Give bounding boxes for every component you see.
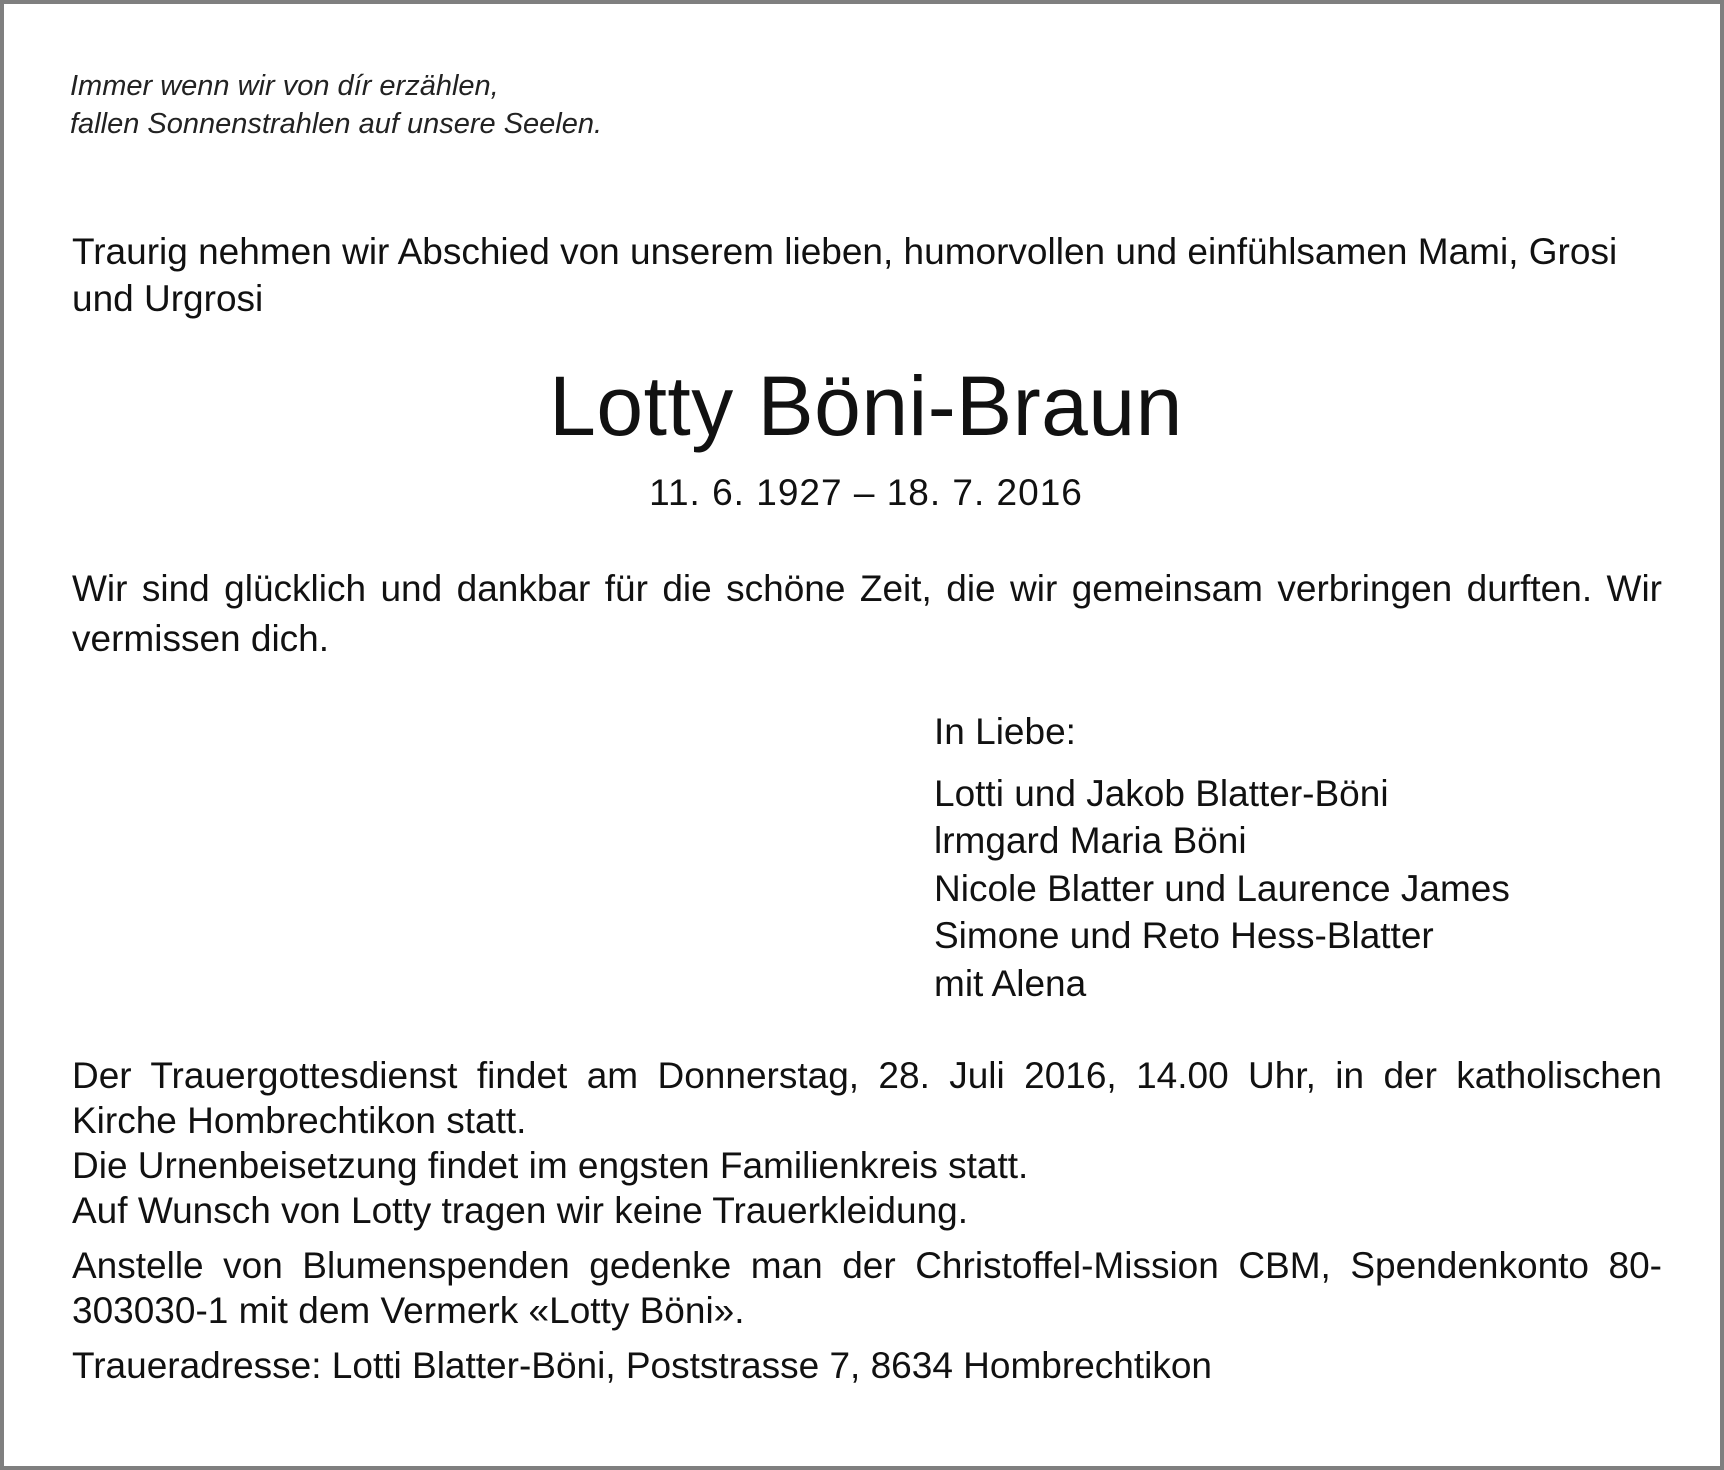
service-info <box>72 1053 1662 1388</box>
clothing-note: Auf Wunsch von Lotty tragen wir keine Trauerkleidung. <box>72 1190 969 1231</box>
deceased-name: Lotty Böni-Braun <box>549 359 1183 453</box>
signer-name: mit Alena <box>934 962 1087 1004</box>
signer-name: Lotti und Jakob Blatter-Böni <box>934 772 1389 814</box>
intro-text: Traurig nehmen wir Abschied von unserem lieben, humorvollen und einfühlsamen Mami, Grosi und Urgrosi <box>72 231 1618 319</box>
life-dates: 11. 6. 1927 – 18. 7. 2016 <box>649 472 1083 513</box>
service-details: Der Trauergottesdienst findet am Donnerstag, 28. Juli 2016, 14.00 Uhr, in der katholischen Kirche Hombrechtikon statt. <box>72 1055 1662 1141</box>
motto-line: fallen Sonnenstrahlen auf unsere Seelen. <box>70 108 603 140</box>
signer-name: Nicole Blatter und Laurence James <box>934 867 1510 909</box>
motto-quote <box>70 67 602 143</box>
thanks-text: Wir sind glücklich und dankbar für die schöne Zeit, die wir gemeinsam verbringen durften. Wir vermissen dich. <box>72 568 1662 659</box>
motto-line: Immer wenn wir von dír erzählen, <box>70 70 499 102</box>
signers-heading: In Liebe: <box>934 711 1076 752</box>
mourning-address: Traueradresse: Lotti Blatter-Böni, Poststrasse 7, 8634 Hombrechtikon <box>72 1345 1213 1386</box>
donation-note: Anstelle von Blumenspenden gedenke man der Christoffel-Mission CBM, Spendenkonto 80-303030-1 mit dem Vermerk «Lotty Böni». <box>72 1245 1662 1331</box>
signer-name: lrmgard Maria Böni <box>934 820 1247 861</box>
signer-name: Simone und Reto Hess-Blatter <box>934 915 1434 956</box>
burial-note: Die Urnenbeisetzung findet im engsten Familienkreis statt. <box>72 1145 1029 1186</box>
signers-block <box>934 708 1510 1007</box>
